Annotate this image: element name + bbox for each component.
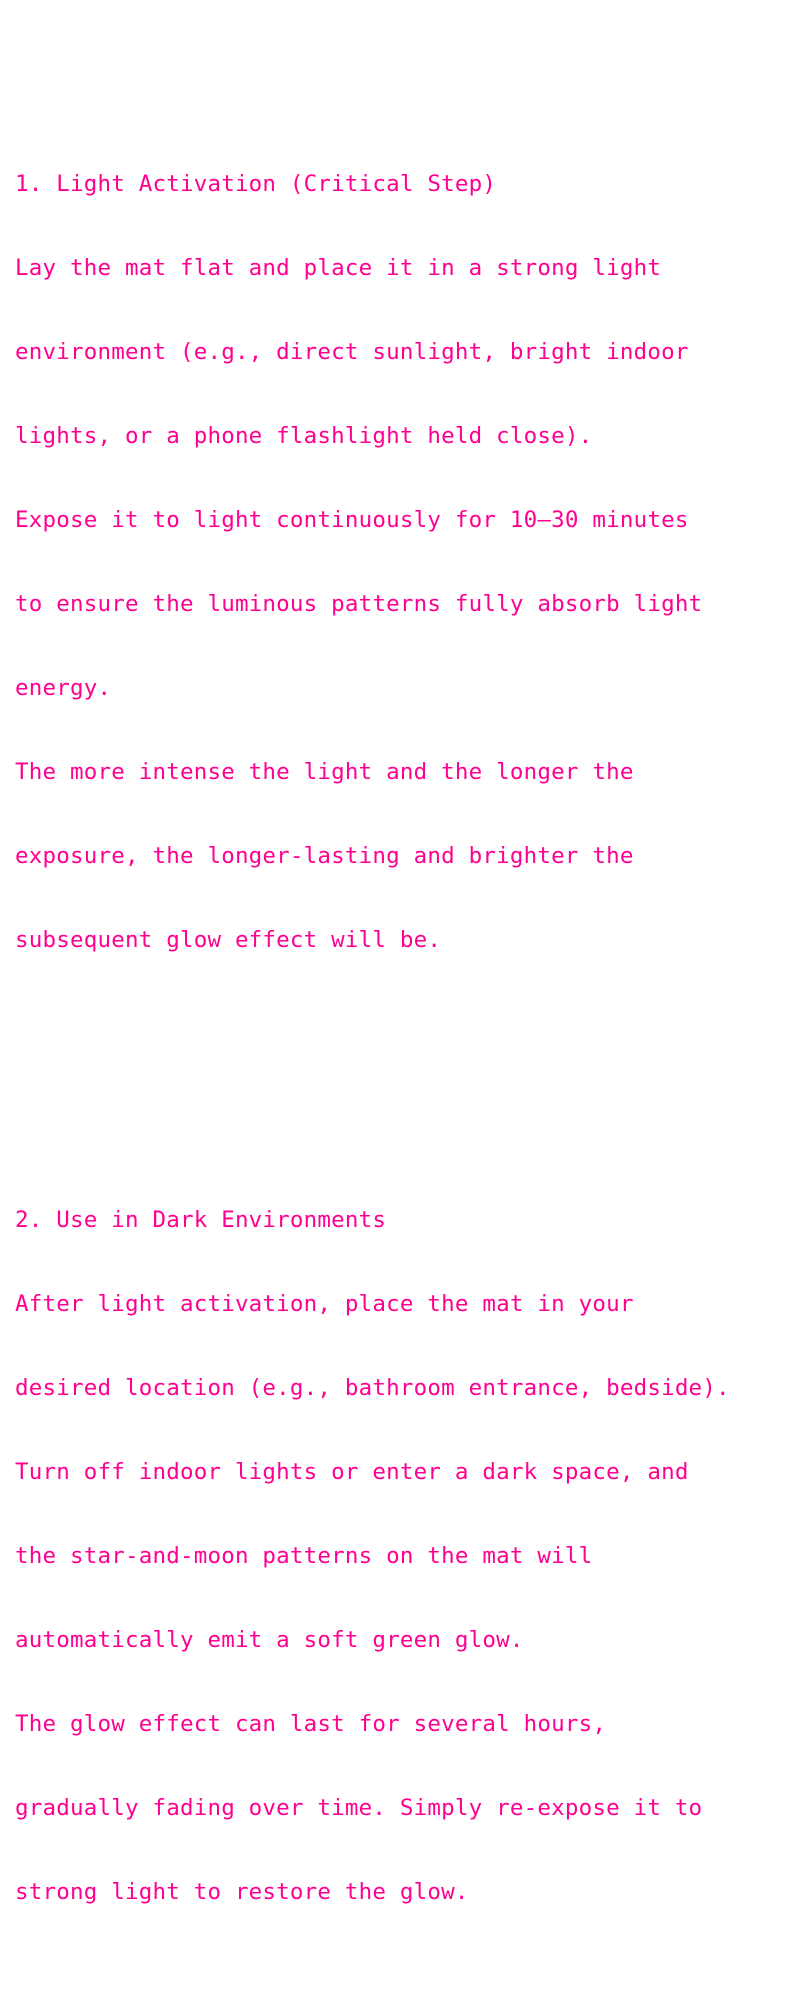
- body-line: The more intense the light and the longer the: [15, 759, 634, 785]
- section-light-activation: [15, 114, 800, 1010]
- body-line: environment (e.g., direct sunlight, bright indoor: [15, 339, 689, 365]
- body-line: energy.: [15, 675, 112, 701]
- body-line: Lay the mat flat and place it in a strong light: [15, 255, 662, 281]
- body-line: After light activation, place the mat in your: [15, 1291, 634, 1317]
- section-heading: 2. Use in Dark Environments: [15, 1207, 387, 1233]
- body-line: to ensure the luminous patterns fully absorb light: [15, 591, 703, 617]
- body-line: gradually fading over time. Simply re-expose it to: [15, 1795, 703, 1821]
- section-dark-environments: [15, 1150, 800, 1962]
- body-line: the star-and-moon patterns on the mat will: [15, 1543, 593, 1569]
- body-line: desired location (e.g., bathroom entrance, bedside).: [15, 1375, 730, 1401]
- body-line: Turn off indoor lights or enter a dark space, and: [15, 1459, 689, 1485]
- body-line: strong light to restore the glow.: [15, 1879, 469, 1905]
- body-line: The glow effect can last for several hours,: [15, 1711, 607, 1737]
- body-line: lights, or a phone flashlight held close).: [15, 423, 593, 449]
- body-line: automatically emit a soft green glow.: [15, 1627, 524, 1653]
- body-line: subsequent glow effect will be.: [15, 927, 442, 953]
- body-line: Expose it to light continuously for 10–30 minutes: [15, 507, 689, 533]
- instructions-document: [15, 58, 800, 1990]
- section-heading: 1. Light Activation (Critical Step): [15, 171, 497, 197]
- body-line: exposure, the longer-lasting and brighter the: [15, 843, 634, 869]
